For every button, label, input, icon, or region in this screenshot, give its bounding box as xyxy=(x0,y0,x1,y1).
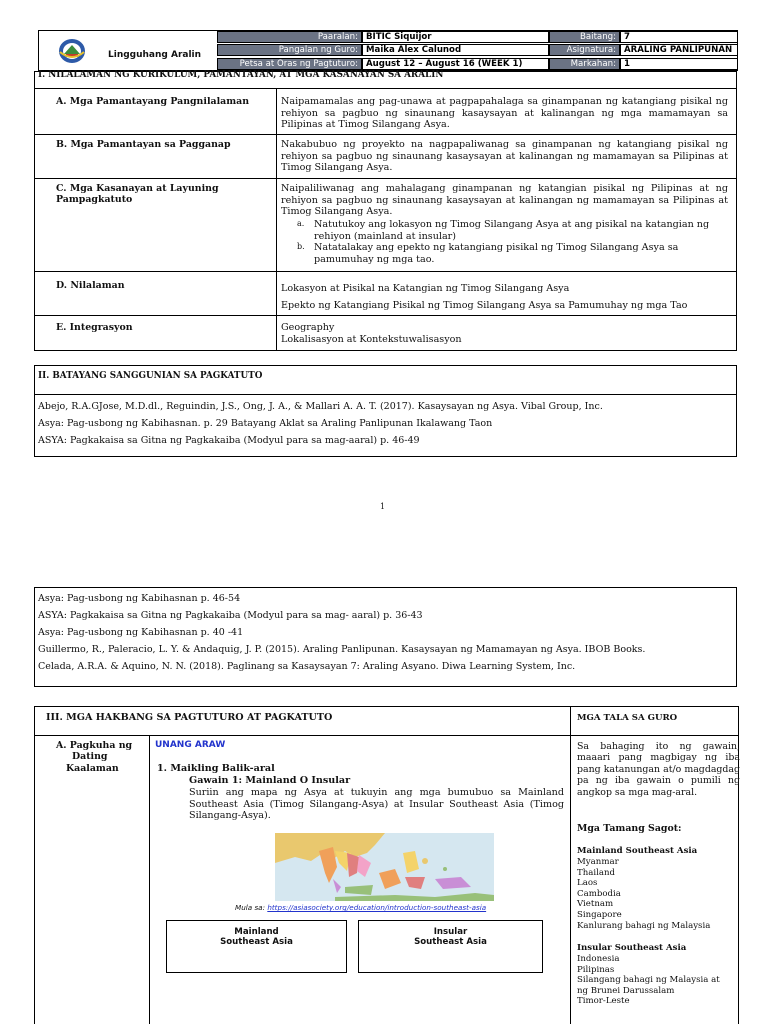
day-label: UNANG ARAW xyxy=(155,740,226,750)
integration-line: Geography xyxy=(281,322,335,333)
activity-instruction: Suriin ang mapa ng Asya at tukuyin ang mga bumubuo sa Mainland Southeast Asia (Timog Silangang-Asya) at Insular Southeast Asia (Timog Silangang-Asya). xyxy=(189,787,564,822)
content-line: Epekto ng Katangiang Pisikal ng Timog Silangang Asya sa Pamumuhay ng mga Tao xyxy=(281,300,688,311)
list-item: b. Natatalakay ang epekto ng katangiang pisikal ng Timog Silangang Asya sa pamumuhay ng mga tao. xyxy=(297,242,679,266)
reference-item: ASYA: Pagkakaisa sa Gitna ng Pagkakaiba (Modyul para sa mag-aaral) p. 46-49 xyxy=(38,435,420,446)
map-source xyxy=(235,904,486,913)
subject-value: ARALING PANLIPUNAN xyxy=(620,44,738,56)
list-item: ng Brunei Darussalam xyxy=(577,985,675,996)
list-item: Myanmar xyxy=(577,857,619,867)
school-label: Paaralan: xyxy=(217,31,362,43)
row-label-integration: E. Integrasyon xyxy=(56,322,133,333)
reference-item: ASYA: Pagkakaisa sa Gitna ng Pagkakaiba (Modyul para sa mag- aaral) p. 36-43 xyxy=(38,610,423,621)
list-item: Indonesia xyxy=(577,954,620,964)
southeast-asia-map xyxy=(275,833,494,901)
section-2-heading: II. BATAYANG SANGGUNIAN SA PAGKATUTO xyxy=(38,371,263,381)
quarter-value: 1 xyxy=(620,58,738,70)
list-item: Thailand xyxy=(577,867,616,878)
list-item: Singapore xyxy=(577,909,622,920)
list-item: Timor-Leste xyxy=(577,996,630,1007)
list-item: Silangang bahagi ng Malaysia at xyxy=(577,975,720,986)
date-value: August 12 – August 16 (WEEK 1) xyxy=(362,58,549,70)
mainland-heading: Mainland Southeast Asia xyxy=(577,846,698,856)
mainland-list xyxy=(577,857,740,931)
item-heading: 1. Maikling Balik-aral xyxy=(157,763,275,774)
insular-heading: Insular Southeast Asia xyxy=(577,943,687,953)
teacher-value: Maika Alex Calunod xyxy=(362,44,549,56)
source-link[interactable]: https://asiasociety.org/education/introduction-southeast-asia xyxy=(267,903,487,912)
page-number: 1 xyxy=(380,502,386,511)
reference-item: Asya: Pag-usbong ng Kabihasnan p. 40 -41 xyxy=(38,627,244,638)
reference-item: Asya: Pag-usbong ng Kabihasnan p. 46-54 xyxy=(38,593,241,604)
mainland-box: Mainland Southeast Asia xyxy=(166,920,347,973)
document-title: Lingguhang Aralin xyxy=(108,50,202,60)
school-seal-icon xyxy=(58,38,86,64)
teacher-label: Pangalan ng Guro: xyxy=(217,44,362,56)
insular-box: Insular Southeast Asia xyxy=(358,920,543,973)
grade-label: Baitang: xyxy=(549,31,620,43)
insular-list xyxy=(577,954,740,1007)
list-item: a. Natutukoy ang lokasyon ng Timog Silangang Asya at ang pisikal na katangian ng rehiyon (mainland at insular) xyxy=(297,219,710,242)
row-label-content: D. Nilalaman xyxy=(56,280,125,291)
reference-item: Asya: Pag-usbong ng Kabihasnan. p. 29 Batayang Aklat sa Araling Panlipunan Ikalawang Taon xyxy=(38,418,493,429)
row-label-performance-standards: B. Mga Pamantayan sa Pagganap xyxy=(56,139,231,150)
notes-heading: MGA TALA SA GURO xyxy=(577,713,678,723)
row-label-competencies: C. Mga Kasanayan at Layuning Pampagkatuto xyxy=(56,183,219,206)
reference-item: Guillermo, R., Paleracio, L. Y. & Andaquig, J. P. (2015). Araling Panlipunan. Kasaysayan ng Mamamayan ng Asya. IBOB Books. xyxy=(38,644,646,655)
competencies-list xyxy=(281,219,728,266)
step-label: A. Pagkuha ng Dating Kaalaman xyxy=(56,740,133,774)
list-item: Cambodia xyxy=(577,888,621,899)
list-item: Pilipinas xyxy=(577,964,615,975)
list-item: Kanlurang bahagi ng Malaysia xyxy=(577,920,711,931)
performance-standards-text: Nakabubuo ng proyekto na nagpapaliwanag sa ginampanan ng katangiang pisikal ng rehiyon sa pagbuo ng sinaunang kasaysayan at kalinangan ng mamamayan sa Pilipinas at Timog Silangang Asya. xyxy=(281,139,728,174)
answers-heading: Mga Tamang Sagot: xyxy=(577,823,682,834)
quarter-label: Markahan: xyxy=(549,58,620,70)
grade-value: 7 xyxy=(620,31,738,43)
reference-item: Celada, A.R.A. & Aquino, N. N. (2018). Paglinang sa Kasaysayan 7: Araling Asyano. Diwa Learning System, Inc. xyxy=(38,661,576,672)
list-item: Vietnam xyxy=(577,899,614,910)
content-line: Lokasyon at Pisikal na Katangian ng Timog Silangang Asya xyxy=(281,283,570,294)
row-label-content-standards: A. Mga Pamantayang Pangnilalaman xyxy=(56,96,250,107)
subject-label: Asignatura: xyxy=(549,44,620,56)
section-3-heading: III. MGA HAKBANG SA PAGTUTURO AT PAGKATUTO xyxy=(46,712,333,723)
notes-intro: Sa bahaging ito ng gawain, maaari pang magbigay ng iba pang katanungan at/o magdagdag pa ng iba gawain o pumili ng angkop sa mga mag-aral. xyxy=(577,741,740,798)
school-value: BITIC Siquijor xyxy=(362,31,549,43)
competencies-text: Naipaliliwanag ang mahalagang ginampanan ng katangian pisikal ng Pilipinas at ng rehiyon sa pagbuo ng sinaunang kasaysayan at kalinangan ng mamamayan sa Pilipinas at Timog Silangang Asya. xyxy=(281,183,728,218)
integration-line: Lokalisasyon at Kontekstuwalisasyon xyxy=(281,334,462,345)
date-label: Petsa at Oras ng Pagtuturo: xyxy=(217,58,362,70)
activity-title: Gawain 1: Mainland O Insular xyxy=(189,775,351,786)
content-standards-text: Naipamamalas ang pag-unawa at pagpapahalaga sa ginampanan ng katangiang pisikal ng rehiyon sa pagbuo ng sinaunang kasaysayan at kalinangan ng mga mamamayan sa Pilipinas at Timog Silangang Asya. xyxy=(281,96,728,131)
list-item: Laos xyxy=(577,878,598,889)
reference-item: Abejo, R.A.GJose, M.D.dl., Reguindin, J.S., Ong, J. A., & Mallari A. A. T. (2017). Kasaysayan ng Asya. Vibal Group, Inc. xyxy=(38,401,603,412)
source-prefix: Mula sa: xyxy=(235,903,266,912)
section-1-heading: I. NILALAMAN NG KURIKULUM, PAMANTAYAN, AT MGA KASANAYAN SA ARALIN xyxy=(38,70,444,80)
